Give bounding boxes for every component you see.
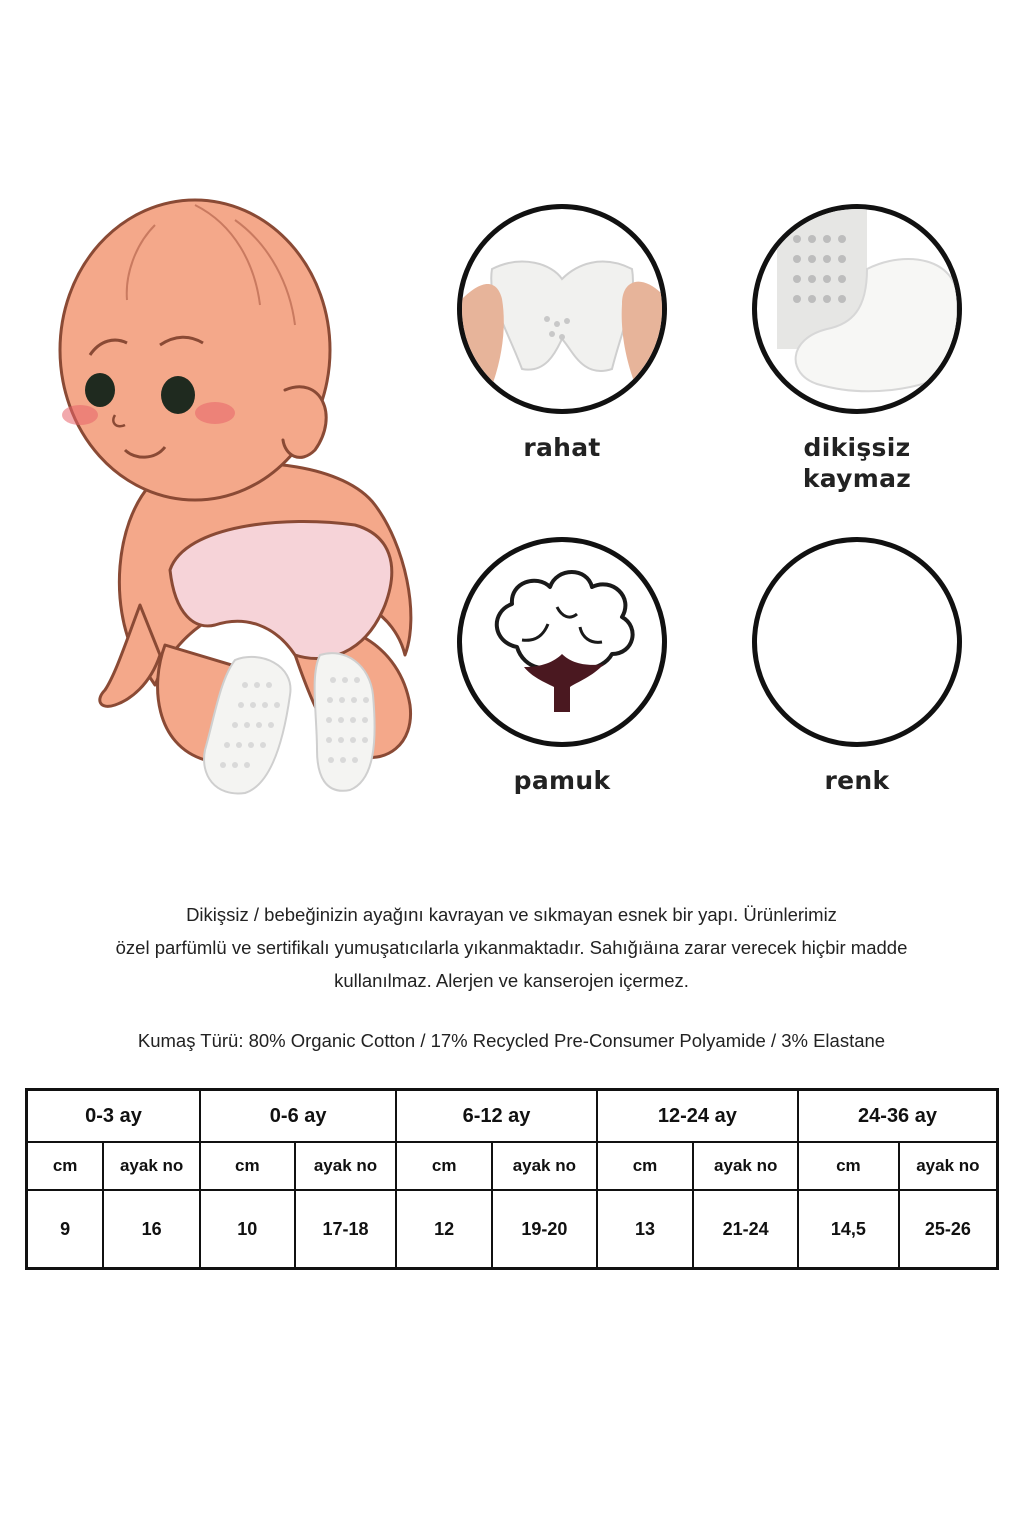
cm-header: cm: [798, 1142, 899, 1190]
ayak-no-value: 16: [103, 1190, 200, 1269]
age-header: 12-24 ay: [597, 1090, 798, 1143]
cm-header: cm: [200, 1142, 295, 1190]
hands-stretching-sock-icon: [457, 204, 667, 414]
age-header: 6-12 ay: [396, 1090, 596, 1143]
cm-value: 12: [396, 1190, 492, 1269]
feature-label: dikişsiz kaymaz: [802, 433, 912, 493]
empty-circle: [752, 537, 962, 747]
description-line: Dikişsiz / bebeğinizin ayağını kavrayan ve sıkmayan esnek bir yapı. Ürünlerimiz: [186, 904, 837, 925]
ayak-no-header: ayak no: [103, 1142, 200, 1190]
size-value-row: [27, 1190, 998, 1269]
cm-value: 13: [597, 1190, 694, 1269]
size-table: [25, 1088, 999, 1270]
age-header: 24-36 ay: [798, 1090, 997, 1143]
product-description: [40, 898, 983, 997]
ayak-no-value: 17-18: [295, 1190, 397, 1269]
cm-header: cm: [396, 1142, 492, 1190]
ayak-no-value: 21-24: [693, 1190, 798, 1269]
ayak-no-header: ayak no: [492, 1142, 597, 1190]
ayak-no-header: ayak no: [899, 1142, 998, 1190]
feature-dikissiz-kaymaz: [737, 204, 977, 494]
unit-header-row: [27, 1142, 998, 1190]
white-sock-icon: [752, 204, 962, 414]
feature-rahat: [442, 204, 682, 463]
feature-label: pamuk: [513, 766, 611, 795]
baby-illustration: [55, 185, 425, 815]
feature-label: renk: [824, 766, 890, 795]
cm-value: 14,5: [798, 1190, 899, 1269]
feature-label: rahat: [523, 433, 601, 462]
ayak-no-value: 19-20: [492, 1190, 597, 1269]
age-header: 0-6 ay: [200, 1090, 396, 1143]
fabric-composition: Kumaş Türü: 80% Organic Cotton / 17% Recycled Pre-Consumer Polyamide / 3% Elastane: [137, 1030, 886, 1051]
cotton-flower-icon: [457, 537, 667, 747]
age-header-row: [27, 1090, 998, 1143]
ayak-no-header: ayak no: [693, 1142, 798, 1190]
cm-value: 9: [27, 1190, 104, 1269]
ayak-no-value: 25-26: [899, 1190, 998, 1269]
cm-header: cm: [597, 1142, 694, 1190]
ayak-no-header: ayak no: [295, 1142, 397, 1190]
description-line: özel parfümlü ve sertifikalı yumuşatıcılarla yıkanmaktadır. Sahığıäına zarar verecek hiçbir madde: [115, 937, 908, 958]
cm-value: 10: [200, 1190, 295, 1269]
feature-renk: [737, 537, 977, 796]
age-header: 0-3 ay: [27, 1090, 200, 1143]
feature-pamuk: [442, 537, 682, 796]
cm-header: cm: [27, 1142, 104, 1190]
description-line: kullanılmaz. Alerjen ve kanserojen içermez.: [334, 970, 689, 991]
